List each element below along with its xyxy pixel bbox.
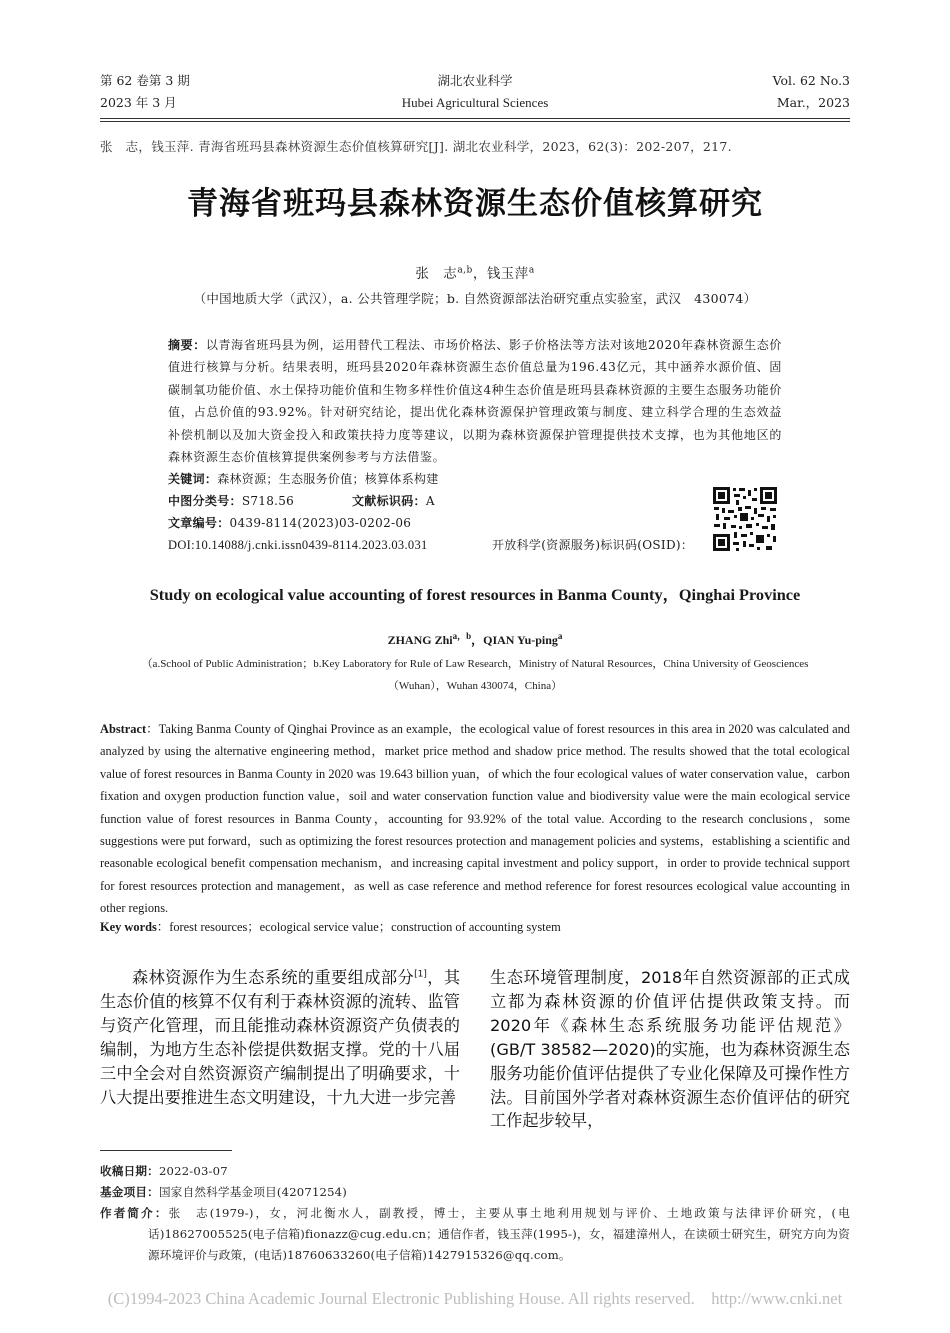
affiliation-en-line1: （a.School of Public Administration；b.Key Laboratory for Rule of Law Research，Ministry of Natural Resources，China University of Geosciences (141, 658, 809, 670)
authors-cn (0, 262, 950, 282)
keywords-cn (168, 468, 439, 490)
title-en: Study on ecological value accounting of forest resources in Banma County，Qinghai Province (149, 585, 801, 604)
author-affil-sup: a (528, 265, 535, 276)
copyright-watermark: (C)1994-2023 China Academic Journal Electronic Publishing House. All rights reserved. http://www.cnki.net (107, 1289, 843, 1308)
fund-value: 国家自然科学基金项目(42071254) (158, 1185, 347, 1199)
article-number-label: 文章编号： (168, 516, 230, 530)
author-separator: ， (471, 633, 484, 647)
header-volume: 第 62 卷第 3 期 (100, 73, 190, 88)
author-affil-sup: a,b (457, 265, 473, 276)
keywords-en-text: forest resources；ecological service value；construction of accounting system (169, 920, 561, 934)
abstract-en (100, 718, 850, 920)
document-code-label: 文献标识码： (352, 494, 426, 508)
header-rule-thin (100, 121, 850, 122)
received-date (100, 1161, 228, 1182)
author-name: 张 志 (415, 266, 458, 282)
author-name-en: QIAN Yu-ping (483, 633, 558, 647)
abstract-cn-text: 以青海省班玛县为例，运用替代工程法、市场价格法、影子价格法等方法对该地2020年森林资源生态价值进行核算与分析。结果表明，班玛县2020年森林资源生态价值总量为196.43亿元，其中涵养水源价值、固碳制氧功能价值、水土保持功能价值和生物多样性价值这4种生态价值是班玛县森林资源的主要生态服务功能价值，占总价值的93.92%。针对研究结论，提出优化森林资源保护管理政策与制度、建立科学合理的生态效益补偿机制以及加大资金投入和政策扶持力度等建议，以期为森林资源保护管理提供技术支撑，也为其他地区的森林资源生态价值核算提供案例参考与方法借鉴。 (168, 338, 782, 465)
header-volume-en: Vol. 62 No.3 (772, 73, 850, 88)
keywords-en-colon: ： (156, 920, 170, 934)
abstract-cn (168, 334, 782, 468)
document-code (352, 490, 435, 512)
received-value: 2022-03-07 (158, 1164, 228, 1178)
author-affil-sup: a (557, 631, 563, 641)
affiliation-cn: （中国地质大学（武汉），a. 公共管理学院；b. 自然资源部法治研究重点实验室，武汉 430074） (193, 291, 757, 306)
bio-label: 作者简介： (100, 1206, 169, 1220)
citation: 张 志，钱玉萍. 青海省班玛县森林资源生态价值核算研究[J]. 湖北农业科学，2023，62(3)：202-207，217. (100, 139, 732, 154)
abstract-en-colon: ： (146, 722, 159, 736)
body-column-left (100, 966, 460, 1109)
header-date-en: Mar.，2023 (776, 95, 850, 110)
body-column-right: 生态环境管理制度，2018年自然资源部的正式成立都为森林资源的价值评估提供政策支持。而2020年《森林生态系统服务功能评估规范》(GB/T 38582—2020)的实施，也为森林资源生态服务功能价值评估提供了专业化保障及可操作性方法。目前国外学者对森林资源生态价值评估的研究工作起步较早， (490, 968, 850, 1131)
clc-number (168, 490, 294, 512)
qr-code-icon (712, 486, 778, 552)
header-rule (100, 118, 850, 119)
keywords-cn-label: 关键词： (168, 472, 218, 486)
osid-label: 开放科学(资源服务)标识码(OSID)： (492, 538, 694, 552)
affiliation-en-line2: （Wuhan），Wuhan 430074，China） (387, 680, 563, 692)
author-bio (100, 1203, 850, 1266)
header-journal-cn: 湖北农业科学 (437, 73, 513, 88)
page-title: 青海省班玛县森林资源生态价值核算研究 (187, 186, 763, 222)
article-number-value: 0439-8114(2023)03-0202-06 (229, 516, 412, 530)
author-name: 钱玉萍 (486, 266, 529, 282)
document-code-value: A (425, 494, 435, 508)
reference-link[interactable]: [1] (414, 969, 427, 980)
clc-value: S718.56 (241, 494, 295, 508)
fund-label: 基金项目： (100, 1185, 159, 1199)
body-text: ，其生态价值的核算不仅有利于森林资源的流转、监管与资产化管理，而且能推动森林资源资产负债表的编制，为地方生态补偿提供数据支撑。党的十八届三中全会对自然资源资产编制提出了明确要求，十八大提出要推进生态文明建设，十九大进一步完善 (100, 968, 461, 1107)
bio-text: 张 志(1979-)，女，河北衡水人，副教授，博士，主要从事土地利用规划与评价、土地政策与法律评价研究，(电话)18627005525(电子信箱)fionazz@cug.edu.cn；通信作者，钱玉萍(1995-)，女，福建漳州人，在读硕士研究生，研究方向为资源环境评价与政策，(电话)18760633260(电子信箱)1427915326@qq.com。 (148, 1206, 850, 1262)
author-affil-sup: a，b (452, 631, 472, 641)
authors-en (0, 631, 950, 648)
fund-project (100, 1182, 347, 1203)
keywords-cn-text: 森林资源；生态服务价值；核算体系构建 (217, 472, 439, 486)
author-name-en: ZHANG Zhi (387, 633, 453, 647)
header-journal-en: Hubei Agricultural Sciences (401, 95, 549, 110)
received-label: 收稿日期： (100, 1164, 159, 1178)
header-date: 2023 年 3 月 (100, 95, 177, 110)
abstract-en-text: Taking Banma County of Qinghai Province as an example，the ecological value of forest resources in this area in 2020 was calculated and analyzed by using the alternative engineering method，market price method and shadow price method. The results showed that the total ecological value of forest resources in Banma County in 2020 was 19.643 billion yuan，of which the four ecological values of water conservation value，carbon fixation and oxygen production function value，soil and water conservation function value and biodiversity value were the main ecological service function value of forest resources in Banma County，accounting for 93.92% of the total value. According to the research conclusions，some suggestions were put forward，such as optimizing the forest resources protection and management policies and systems，establishing a scientific and reasonable ecological benefit compensation mechanism，and increasing capital investment and policy support，in order to provide technical support for forest resources protection and management，as well as case reference and method reference for forest resources ecological value accounting in other regions. (100, 722, 850, 916)
body-text: 森林资源作为生态系统的重要组成部分 (132, 968, 415, 987)
keywords-en (100, 917, 850, 935)
footnote-rule (100, 1150, 232, 1151)
abstract-en-label: Abstract (100, 722, 147, 736)
doi-link[interactable]: DOI:10.14088/j.cnki.issn0439-8114.2023.03.031 (168, 538, 428, 552)
abstract-cn-label: 摘要： (168, 338, 206, 352)
article-number (168, 512, 411, 534)
keywords-en-label: Key words (100, 920, 157, 934)
author-separator: ， (472, 266, 487, 282)
clc-label: 中图分类号： (168, 494, 242, 508)
osid-qr-code[interactable] (712, 486, 778, 552)
